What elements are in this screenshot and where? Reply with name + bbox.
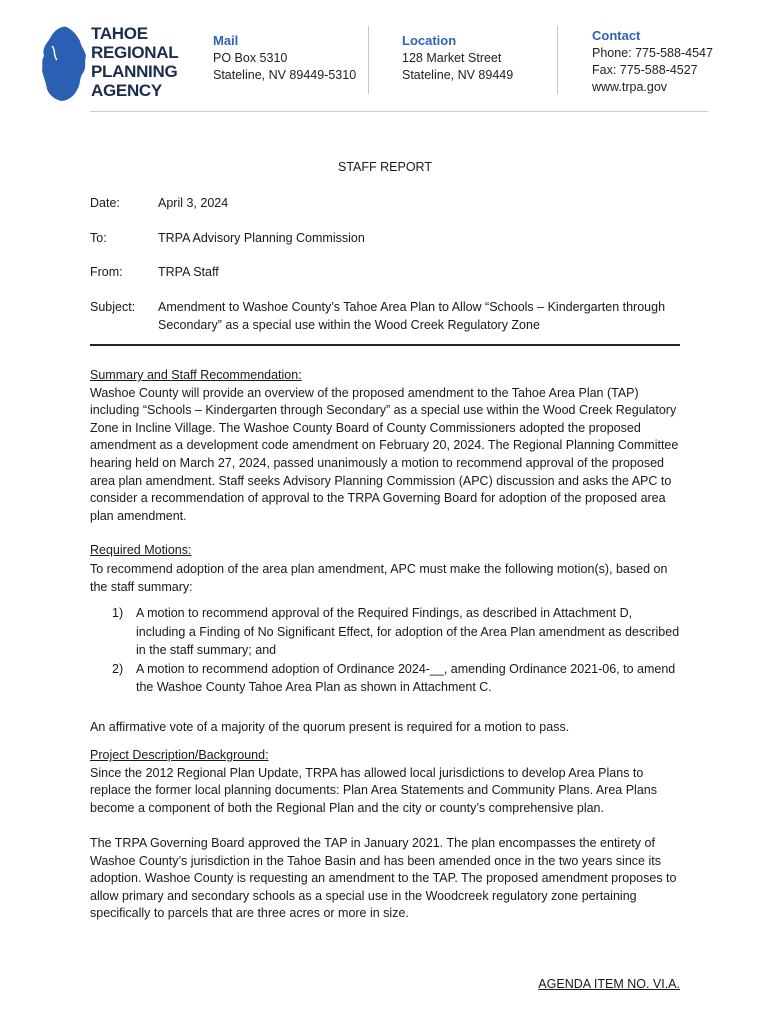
contact-block [592,27,713,96]
list-number: 1) [112,606,124,620]
mail-heading: Mail [213,33,239,48]
to-value: TRPA Advisory Planning Commission [158,231,365,245]
motions-heading: Required Motions: [90,543,192,557]
letterhead [0,0,770,112]
mail-block [213,32,356,84]
motions-section [90,541,682,597]
contact-website[interactable]: www.trpa.gov [592,80,668,94]
logo-line: PLANNING [91,62,178,81]
subject-value: Amendment to Washoe County’s Tahoe Area Plan to Allow “Schools – Kindergarten through Secondary” as a special use within the Wood Creek Regulatory Zone [158,300,666,332]
contact-phone: Phone: 775-588-4547 [592,46,713,60]
location-heading: Location [402,33,457,48]
letterhead-rule [90,111,708,112]
background-para: The TRPA Governing Board approved the TAP in January 2021. The plan encompasses the entirety of Washoe County’s jurisdiction in the Tahoe Basin and has been amended once in the two years since its adoption. Washoe County is requesting an amendment to the TAP. The proposed amendment proposes to allow primary and secondary schools as a special use in the Woodcreek regulatory zone pertaining specifically to parcels that are three acres or more in size. [90,835,677,921]
summary-section [90,367,682,525]
mail-line: PO Box 5310 [213,51,288,65]
agenda-item-label: AGENDA ITEM NO. VI.A. [538,977,680,991]
list-text: A motion to recommend approval of the Required Findings, as described in Attachment D, including a Finding of No Significant Effect, for adoption of the Area Plan amendment as described in the staff summary; and [136,606,680,657]
background-section [90,747,682,923]
vote-note: An affirmative vote of a majority of the quorum present is required for a motion to pass. [90,720,570,734]
report-title: STAFF REPORT [338,160,432,174]
background-heading: Project Description/Background: [90,748,269,762]
logo-line: AGENCY [91,81,162,100]
mail-line: Stateline, NV 89449-5310 [213,68,357,82]
list-text: A motion to recommend adoption of Ordinance 2024-__, amending Ordinance 2021-06, to amend the Washoe County Tahoe Area Plan as shown in Attachment C. [136,661,676,694]
lake-tahoe-logo-icon [40,26,88,102]
list-item [112,660,682,697]
motions-list [112,604,682,697]
to-label: To: [90,231,107,245]
location-line: 128 Market Street [402,51,502,65]
agency-logo-text [91,24,178,100]
letterhead-divider [368,26,369,94]
subject-label: Subject: [90,300,136,314]
location-line: Stateline, NV 89449 [402,68,514,82]
from-value: TRPA Staff [158,265,219,279]
date-label: Date: [90,196,120,210]
summary-heading: Summary and Staff Recommendation: [90,368,302,382]
from-label: From: [90,265,123,279]
motions-intro: To recommend adoption of the area plan amendment, APC must make the following motion(s), based on the staff summary: [90,561,668,594]
date-value: April 3, 2024 [158,196,229,210]
background-para: Since the 2012 Regional Plan Update, TRPA has allowed local jurisdictions to develop Area Plans to replace the former local planning documents: Plan Area Statements and Community Plans. Area Plans become a component of both the Regional Plan and the city or county’s comprehensive plan. [90,765,657,815]
list-number: 2) [112,661,124,676]
letterhead-divider [557,26,558,94]
logo-line: REGIONAL [91,43,179,62]
summary-body: Washoe County will provide an overview of the proposed amendment to the Tahoe Area Plan (TAP) including “Schools – Kindergarten through Secondary” as a special use within the Wood Creek Regulatory Zone in Incline Village. The Washoe County Board of County Commissioners adopted the proposed amendment as a development code amendment on February 20, 2024. The Regional Planning Committee hearing held on March 27, 2024, passed unanimously a motion to recommend approval of the proposed area plan amendment. Staff seeks Advisory Planning Commission (APC) discussion and asks the APC to consider a recommendation of approval to the TRPA Governing Board for adoption of the proposed area plan amendment. [90,385,679,523]
list-item [112,604,682,660]
header-rule [90,344,680,346]
contact-heading: Contact [592,28,641,43]
logo-line: TAHOE [91,24,148,43]
location-block [402,32,513,84]
contact-fax: Fax: 775-588-4527 [592,63,698,77]
